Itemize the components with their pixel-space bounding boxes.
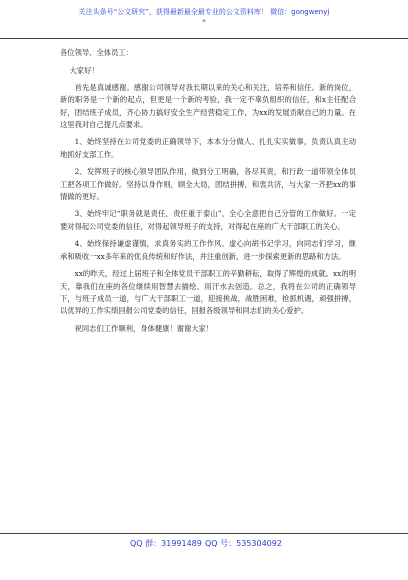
paragraph: 2、发挥班子的核心领导团队作用，做到分工明确，各尽其责，和行政一道带领全体员工把各项工作做好。坚持以身作则，顾全大局，团结拼搏，和衷共济，与大家一齐把xx的事情做的更好。 [60, 167, 356, 202]
paragraph: 首先是真诚感谢。感谢公司领导对我长期以来的关心和关注，培养和信任。新的岗位，新的职务是一个新的起点，但更是一个新的考验，我一定不辜负组织的信任，和x主任配合好，团结班子成员，齐心协力搞好安全生产经营稳定工作，为xx的发展贡献自己的力量。在这里我对自己提几点要求。 [60, 82, 356, 130]
salutation-all: 大家好！ [69, 66, 99, 76]
paragraph: 3、始终牢记“职务就是责任，责任重于泰山”，全心全意把自己分管的工作做好。一定要对得起公司党委的信任，对得起领导班子的支持，对得起在座的广大干部职工的关心。 [60, 209, 356, 231]
header-banner [0, 0, 408, 38]
qq-group-text: QQ 群：31991489 [130, 539, 202, 548]
document-body [60, 47, 356, 340]
salutation-leaders: 各位领导、全体员工： [60, 48, 133, 57]
qq-number-text: QQ 号：535304092 [205, 539, 282, 548]
paragraph: 1、始终坚持在公司党委的正确领导下，本本分分做人、扎扎实实做事，负责认真主动地抓好支部工作。 [60, 137, 356, 159]
paragraph: xx的昨天，经过上届班子和全体党员干部职工的辛勤耕耘，取得了辉煌的成就。xx的明天，靠我们在座的各位继续用智慧去描绘、用汗水去创造。总之，我将在公司的正确领导下，与班子成员一道，与广大干部职工一道，迎接挑战，战胜困难，抢抓机遇，顽强拼搏，以优异的工作实绩回报公司党委的信任，回报各级领导和同志们的关心爱护。 [60, 269, 356, 316]
header-divider [0, 38, 408, 39]
promo-line: 关注头条号“公文研究”，获得最新最全最专业的公文资料库！ 微信：gongwenyj [78, 8, 330, 16]
closing-paragraph: 祝同志们工作顺利，身体健康！谢谢大家！ [74, 323, 214, 333]
promo-marker: * [202, 18, 206, 26]
paragraph: 4、始终保持谦虚谨慎，求真务实的工作作风。虚心向胡书记学习，向同志们学习，继承和吸收一xx多年来的优良传统和好作法，并注重创新，进一步探索更新的思路和方法。 [60, 239, 356, 261]
footer-divider [0, 533, 408, 534]
